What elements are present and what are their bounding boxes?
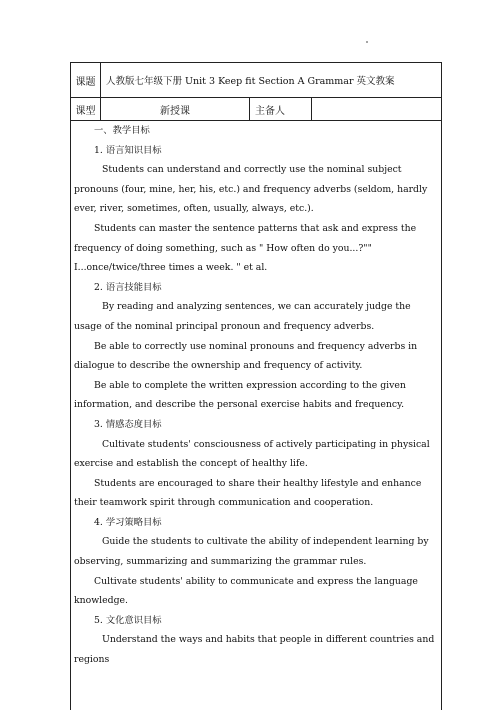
paragraph: Students can master the sentence patterns that ask and express the frequency of doing something, such as " How often do you...?"" I...once/twice/three times a week. " et al.	[74, 222, 417, 274]
subsection-heading: 4. 学习策略目标	[94, 516, 162, 528]
subsection-heading: 1. 语言知识目标	[94, 144, 162, 156]
paragraph: Be able to complete the written expression according to the given information, and describe the personal exercise habits and frequency.	[74, 379, 406, 411]
paragraph: Understand the ways and habits that people in different countries and regions	[74, 634, 435, 666]
paragraph: By reading and analyzing sentences, we can accurately judge the usage of the nominal principal pronoun and frequency adverbs.	[74, 301, 411, 332]
preparer-label: 主备人	[250, 98, 312, 120]
objectives-content	[71, 121, 441, 710]
lesson-type: 新授课	[101, 98, 250, 120]
preparer-value	[312, 98, 441, 120]
paragraph: Cultivate students' ability to communicate and express the language knowledge.	[74, 575, 418, 607]
lesson-title: 人教版七年级下册 Unit 3 Keep fit Section A Grammar 英文教案	[106, 76, 395, 87]
paragraph: Guide the students to cultivate the ability of independent learning by observing, summarizing and summarizing the grammar rules.	[74, 536, 429, 568]
paragraph: Be able to correctly use nominal pronouns and frequency adverbs in dialogue to describe the ownership and frequency of activity.	[74, 340, 418, 372]
subsection-heading: 3. 情感态度目标	[94, 418, 162, 430]
subsection-heading: 5. 文化意识目标	[94, 614, 162, 626]
paragraph: Students are encouraged to share their healthy lifestyle and enhance their teamwork spirit through communication and cooperation.	[74, 477, 422, 509]
type-label: 课型	[71, 98, 101, 120]
title-label: 课题	[71, 63, 101, 97]
paragraph: Cultivate students' consciousness of actively participating in physical exercise and establish the concept of healthy life.	[74, 438, 430, 470]
section-heading: 一、教学目标	[94, 125, 150, 136]
page-speck	[366, 41, 368, 43]
title-row	[71, 63, 441, 98]
type-row	[71, 98, 441, 121]
paragraph: Students can understand and correctly use the nominal subject pronouns (four, mine, her, his, etc.) and frequency adverbs (seldom, hardly ever, river, sometimes, often, usually, always, etc.).	[74, 164, 428, 215]
lesson-plan-table	[70, 62, 442, 710]
subsection-heading: 2. 语言技能目标	[94, 281, 162, 293]
